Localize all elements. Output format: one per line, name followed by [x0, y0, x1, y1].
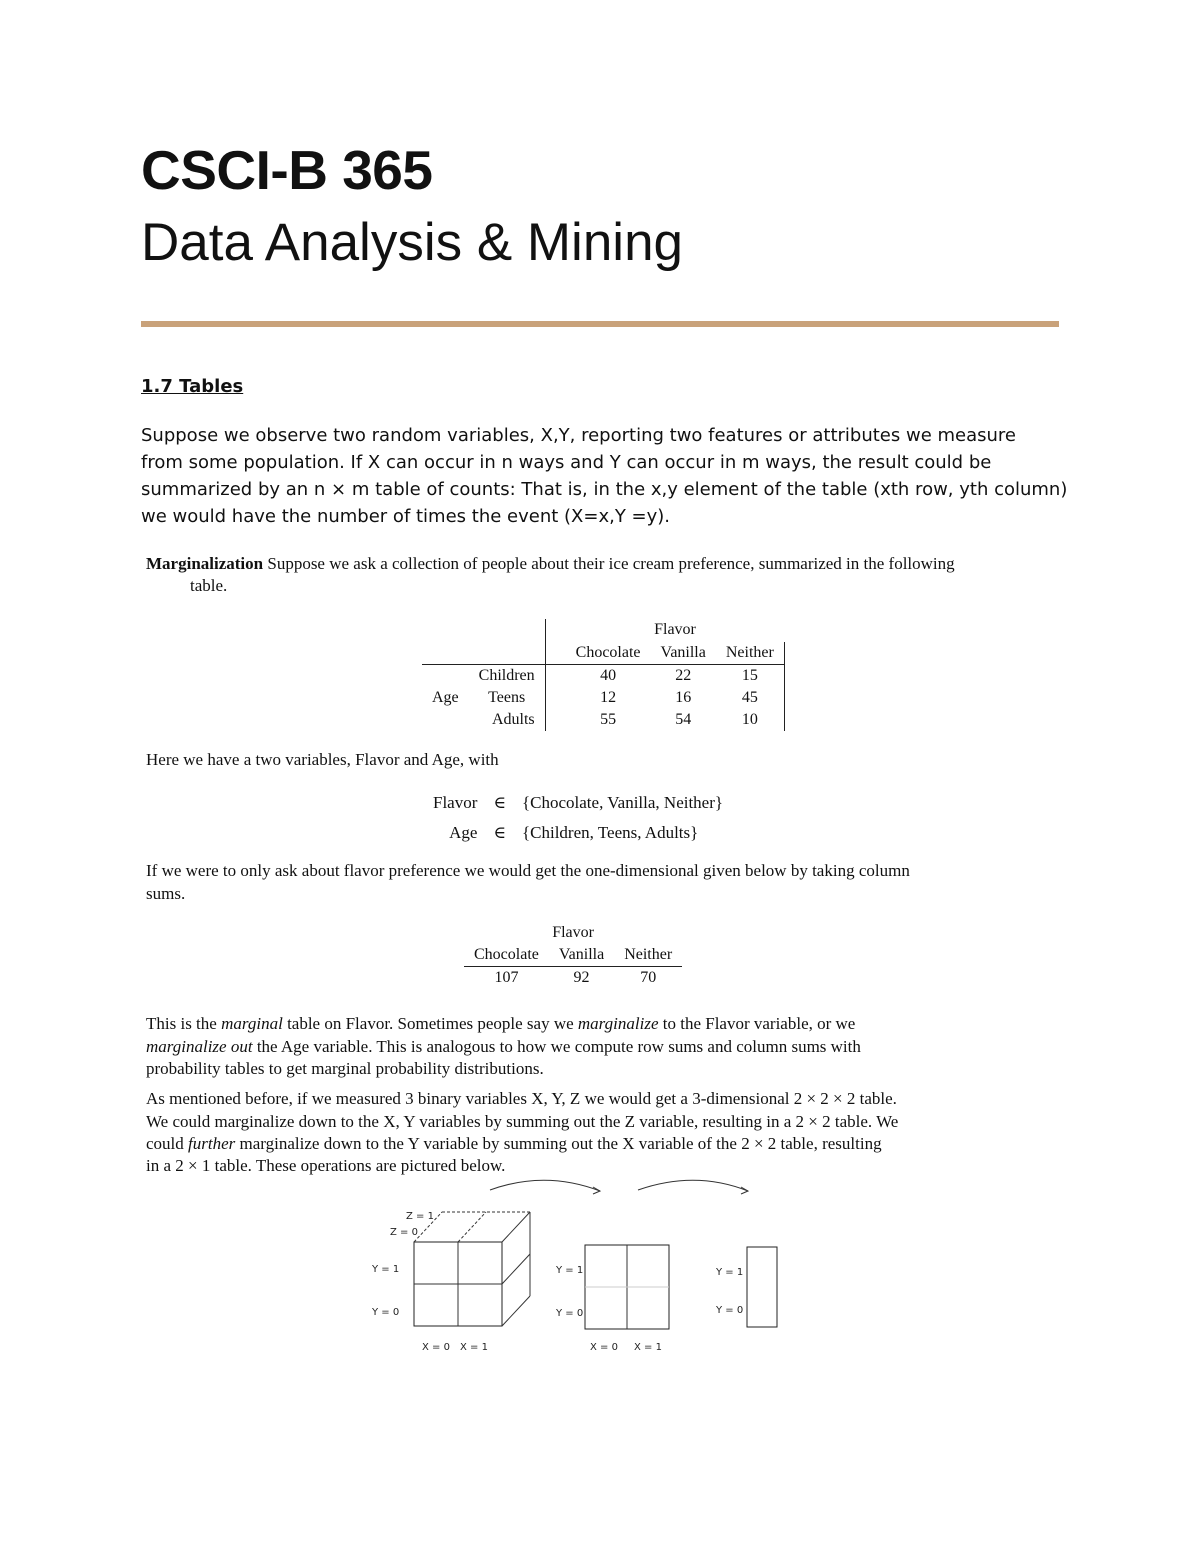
- course-title: Data Analysis & Mining: [141, 213, 684, 272]
- text-run: This is the: [146, 1014, 222, 1033]
- marginal-group: Flavor: [552, 924, 594, 941]
- marginalization-text: Suppose we ask a collection of people about their ice cream preference, summarized in the following: [267, 554, 955, 573]
- marginalization-diagram: [360, 1175, 800, 1360]
- variable-set: {Children, Teens, Adults}: [521, 823, 699, 842]
- marginal-cell: 92: [573, 969, 590, 986]
- intro-line: Suppose we observe two random variables, X,Y, reporting two features or attributes we measure: [141, 425, 1017, 446]
- joint-row-label: Teens: [488, 689, 526, 706]
- marginal-col-header: Chocolate: [464, 944, 549, 967]
- marginalize-arrow-1: [490, 1180, 600, 1191]
- element-of-symbol: ∈: [493, 793, 506, 812]
- marginal-para-line-1: [146, 1013, 855, 1036]
- cube-label: Y = 0: [372, 1307, 400, 1318]
- arrowhead: [741, 1187, 748, 1194]
- variable-name: Age: [449, 823, 478, 842]
- joint-col-header: Chocolate: [566, 642, 651, 665]
- cube-label: Z = 1: [406, 1211, 434, 1222]
- joint-row-group: Age: [432, 689, 459, 706]
- joint-cell: 10: [716, 709, 784, 731]
- column-label: Y = 0: [716, 1305, 744, 1316]
- header-divider: [141, 321, 1059, 327]
- text-run: marginal: [221, 1014, 283, 1033]
- square-label: Y = 0: [556, 1308, 584, 1319]
- joint-col-header: Vanilla: [651, 642, 716, 665]
- variable-set: {Chocolate, Vanilla, Neither}: [521, 793, 724, 812]
- joint-cell: 45: [716, 687, 784, 709]
- course-code: CSCI-B 365: [141, 139, 433, 201]
- marginal-col-header: Neither: [614, 944, 682, 967]
- text-run: table on Flavor. Sometimes people say we: [282, 1014, 578, 1033]
- element-of-symbol: ∈: [493, 823, 506, 842]
- text-run: the Age variable. This is analogous to how we compute row sums and column sums with: [252, 1037, 861, 1056]
- text-run: marginalize: [577, 1014, 659, 1033]
- square-label: Y = 1: [556, 1265, 584, 1276]
- joint-row-label: Children: [469, 665, 546, 688]
- cube-label: X = 0: [422, 1342, 450, 1353]
- joint-cell: 54: [675, 711, 692, 728]
- marginalize-arrow-2: [638, 1180, 748, 1191]
- intro-line: summarized by an n × m table of counts: That is, in the x,y element of the table (xth row, yth column): [141, 479, 1068, 500]
- binary-para-line-1: As mentioned before, if we measured 3 binary variables X, Y, Z we would get a 3-dimensional 2 × 2 × 2 table.: [146, 1089, 897, 1108]
- joint-col-header: Neither: [716, 642, 784, 665]
- joint-cell: 22: [675, 667, 692, 684]
- marginal-table-wrap: [464, 922, 682, 989]
- text-run: marginalize out: [146, 1037, 253, 1056]
- intro-line: we would have the number of times the event (X=x,Y =y).: [141, 506, 671, 527]
- marginal-col-header: Vanilla: [549, 944, 614, 967]
- joint-cell: 12: [600, 689, 617, 706]
- joint-col-group: Flavor: [654, 621, 696, 639]
- variables-intro: Here we have a two variables, Flavor and Age, with: [146, 750, 499, 769]
- square-label: X = 0: [590, 1342, 618, 1353]
- marginalization-line-1: [146, 553, 955, 576]
- text-run: further: [188, 1134, 236, 1153]
- column-table: [747, 1247, 777, 1327]
- intro-paragraph: [141, 422, 1071, 530]
- column-sum-line-2: sums.: [146, 884, 186, 903]
- joint-cell: 40: [600, 667, 617, 684]
- text-run: could: [146, 1134, 189, 1153]
- variable-name: Flavor: [433, 793, 478, 812]
- joint-cell: 15: [716, 665, 784, 688]
- joint-table: [422, 619, 785, 731]
- intro-line: from some population. If X can occur in n ways and Y can occur in m ways, the result could be: [141, 452, 992, 473]
- cube-label: Z = 0: [390, 1227, 418, 1238]
- square-label: X = 1: [634, 1342, 662, 1353]
- column-label: Y = 1: [716, 1267, 744, 1278]
- marginal-para-line-2: [146, 1036, 861, 1059]
- cube-label: X = 1: [460, 1342, 488, 1353]
- arrowhead: [593, 1187, 600, 1194]
- column-sum-line-1: If we were to only ask about flavor preference we would get the one-dimensional given below by taking column: [146, 861, 910, 880]
- joint-table-wrap: [422, 619, 785, 731]
- marginal-cell: 70: [640, 969, 657, 986]
- variable-sets: [425, 788, 731, 848]
- marginalization-label: Marginalization: [146, 554, 264, 573]
- marginal-table: [464, 922, 682, 989]
- binary-para-line-4: in a 2 × 1 table. These operations are pictured below.: [146, 1156, 506, 1175]
- binary-para-line-2: We could marginalize down to the X, Y variables by summing out the Z variable, resulting in a 2 × 2 table. We: [146, 1112, 899, 1131]
- joint-cell: 16: [675, 689, 692, 706]
- joint-row-label: Adults: [491, 711, 535, 728]
- cube-label: Y = 1: [372, 1264, 400, 1275]
- text-run: marginalize down to the Y variable by summing out the X variable of the 2 × 2 table, resulting: [235, 1134, 882, 1153]
- marginal-para-line-3: probability tables to get marginal probability distributions.: [146, 1059, 544, 1078]
- binary-para-line-3: [146, 1133, 882, 1156]
- marginalization-line-2: table.: [190, 576, 228, 595]
- section-heading: 1.7 Tables: [141, 376, 244, 397]
- text-run: to the Flavor variable, or we: [658, 1014, 856, 1033]
- joint-cell: 55: [600, 711, 617, 728]
- marginal-cell: 107: [494, 969, 519, 986]
